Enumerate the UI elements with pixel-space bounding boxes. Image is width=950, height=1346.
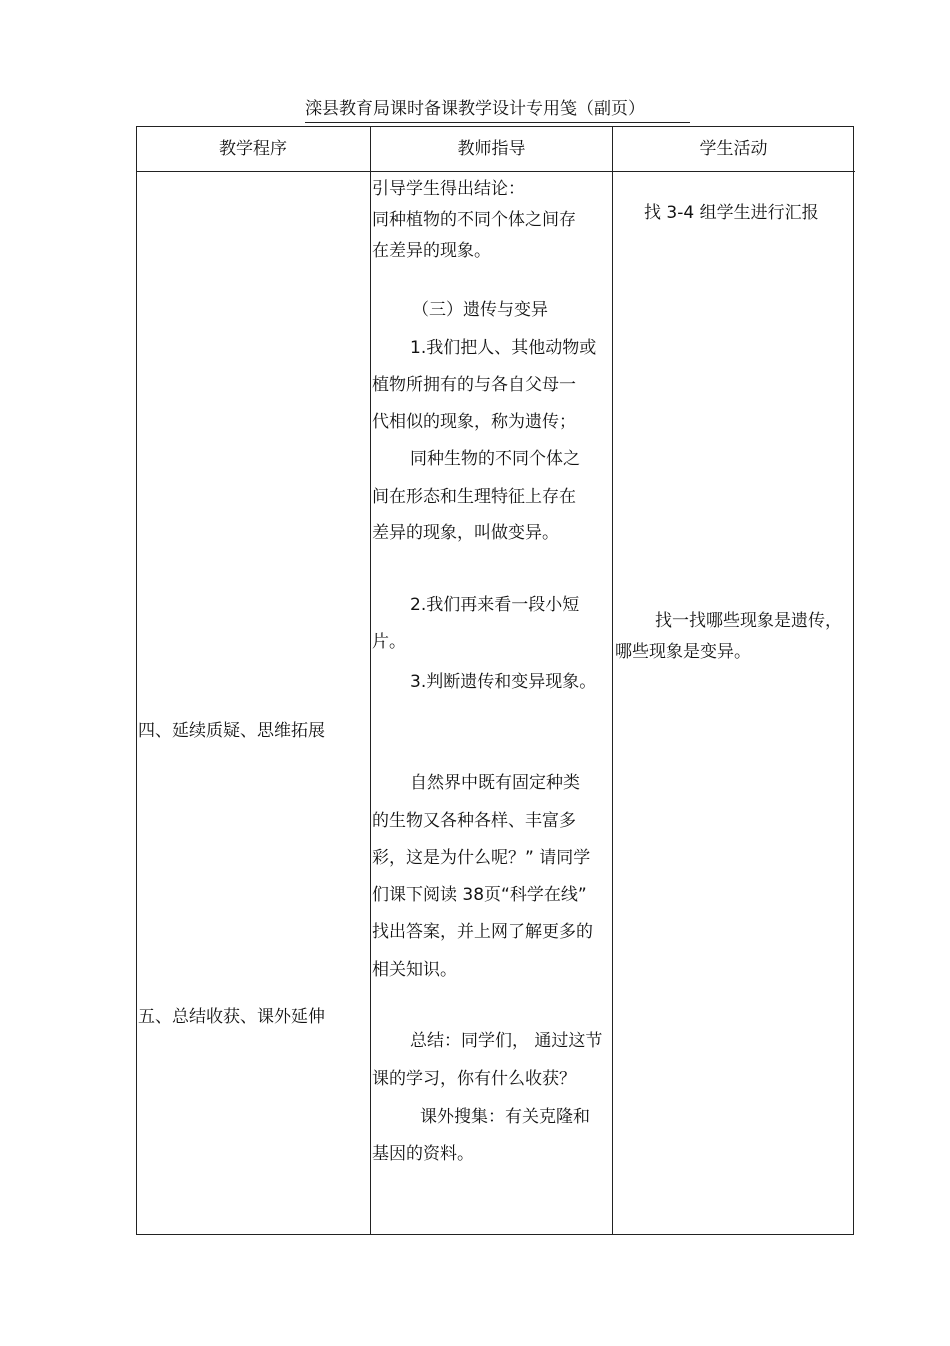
header-teaching-procedure: 教学程序 xyxy=(219,139,287,159)
teacher-line: 基因的资料。 xyxy=(372,1144,474,1164)
teacher-line: 找出答案，并上网了解更多的 xyxy=(372,922,593,942)
procedure-item-5: 五、总结收获、课外延伸 xyxy=(138,1007,325,1027)
teacher-line: 2.我们再来看一段小短 xyxy=(410,595,580,615)
teacher-line: 间在形态和生理特征上存在 xyxy=(372,487,576,507)
teacher-line: 课外搜集：有关克隆和 xyxy=(420,1107,590,1127)
teacher-line: 相关知识。 xyxy=(372,960,457,980)
teacher-line: 代相似的现象，称为遗传； xyxy=(372,412,576,432)
teacher-line: 彩，这是为什么呢？” 请同学 xyxy=(372,848,591,868)
teacher-line: 同种植物的不同个体之间存 xyxy=(372,210,576,230)
procedure-item-4: 四、延续质疑、思维拓展 xyxy=(138,721,325,741)
teacher-line: 的生物又各种各样、丰富多 xyxy=(372,811,576,831)
teacher-line: 同种生物的不同个体之 xyxy=(410,449,580,469)
student-line: 找一找哪些现象是遗传， xyxy=(655,611,842,631)
column-divider-2 xyxy=(612,126,613,1235)
page-title: 滦县教育局课时备课教学设计专用笺（副页） xyxy=(305,98,690,123)
student-line: 找 3-4 组学生进行汇报 xyxy=(644,203,819,223)
teacher-line: 片。 xyxy=(372,632,406,652)
teacher-line: 在差异的现象。 xyxy=(372,241,491,261)
student-line: 哪些现象是变异。 xyxy=(615,642,751,662)
teacher-line: 植物所拥有的与各自父母一 xyxy=(372,375,576,395)
teacher-line: 1.我们把人、其他动物或 xyxy=(410,338,597,358)
teacher-line: 课的学习，你有什么收获？ xyxy=(372,1069,576,1089)
teacher-line: 自然界中既有固定种类 xyxy=(410,773,580,793)
teacher-line: 3.判断遗传和变异现象。 xyxy=(410,672,597,692)
teacher-line: （三）遗传与变异 xyxy=(412,300,548,320)
teacher-line: 引导学生得出结论： xyxy=(372,179,525,199)
header-student-activity: 学生活动 xyxy=(699,139,768,159)
teacher-line: 们课下阅读 38页“科学在线” xyxy=(372,885,587,905)
teacher-line: 差异的现象，叫做变异。 xyxy=(372,523,559,543)
teacher-line: 总结：同学们， 通过这节 xyxy=(410,1031,603,1051)
header-teacher-guidance: 教师指导 xyxy=(457,139,526,159)
column-divider-1 xyxy=(370,126,371,1235)
